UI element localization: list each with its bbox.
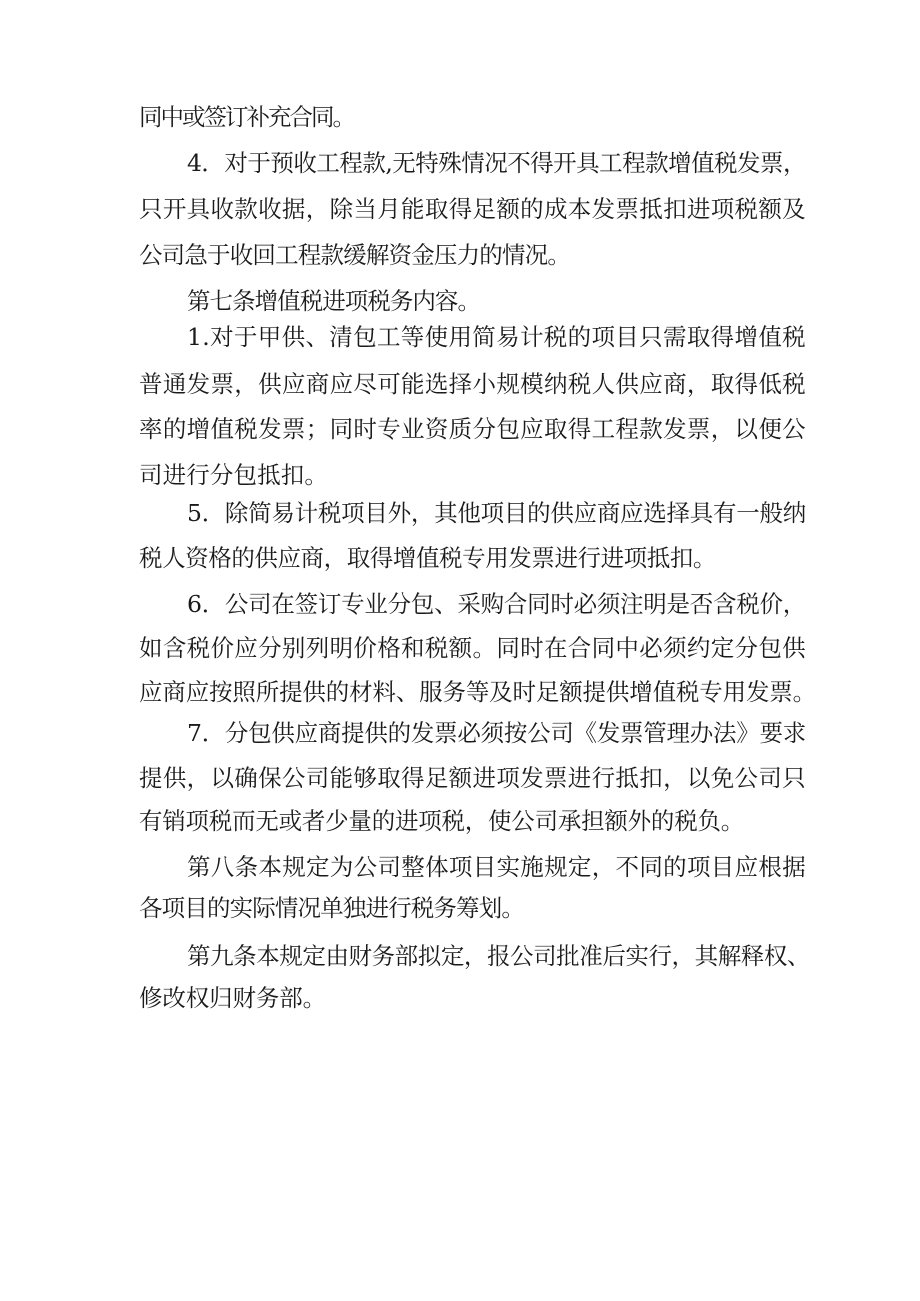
text-line: 只开具收款收据，除当月能取得足额的成本发票抵扣进项税额及 <box>139 195 806 223</box>
text-line: 第九条本规定由财务部拟定，报公司批准后实行，其解释权、 <box>187 942 810 970</box>
text-line: 同中或签订补充合同。 <box>139 103 354 131</box>
text-line: 应商应按照所提供的材料、服务等及时足额提供增值税专用发票。 <box>139 678 816 706</box>
text-line: 提供，以确保公司能够取得足额进项发票进行抵扣，以免公司只 <box>139 764 806 792</box>
text-line: 第八条本规定为公司整体项目实施规定，不同的项目应根据 <box>187 853 806 881</box>
text-line: 5．除简易计税项目外，其他项目的供应商应选择具有一般纳 <box>187 499 806 527</box>
text-line: 4．对于预收工程款,无特殊情况不得开具工程款增值税发票， <box>187 149 806 177</box>
text-line: 公司急于收回工程款缓解资金压力的情况。 <box>139 241 570 269</box>
text-line: 修改权归财务部。 <box>139 984 326 1012</box>
text-line: 普通发票，供应商应尽可能选择小规模纳税人供应商，取得低税 <box>139 370 806 398</box>
text-line: 第七条增值税进项税务内容。 <box>187 287 480 315</box>
text-line: 税人资格的供应商，取得增值税专用发票进行进项抵扣。 <box>139 544 716 572</box>
text-line: 各项目的实际情况单独进行税务筹划。 <box>139 894 524 922</box>
text-line: 6．公司在签订专业分包、采购合同时必须注明是否含税价， <box>187 590 806 618</box>
text-line: 有销项税而无或者少量的进项税，使公司承担额外的税负。 <box>139 807 744 835</box>
text-line: 1.对于甲供、清包工等使用简易计税的项目只需取得增值税 <box>187 323 806 351</box>
text-line: 司进行分包抵扣。 <box>139 461 328 489</box>
text-line: 率的增值税发票；同时专业资质分包应取得工程款发票，以便公 <box>139 415 806 443</box>
text-line: 7．分包供应商提供的发票必须按公司《发票管理办法》要求 <box>187 719 806 747</box>
text-line: 如含税价应分别列明价格和税额。同时在合同中必须约定分包供 <box>139 634 806 662</box>
